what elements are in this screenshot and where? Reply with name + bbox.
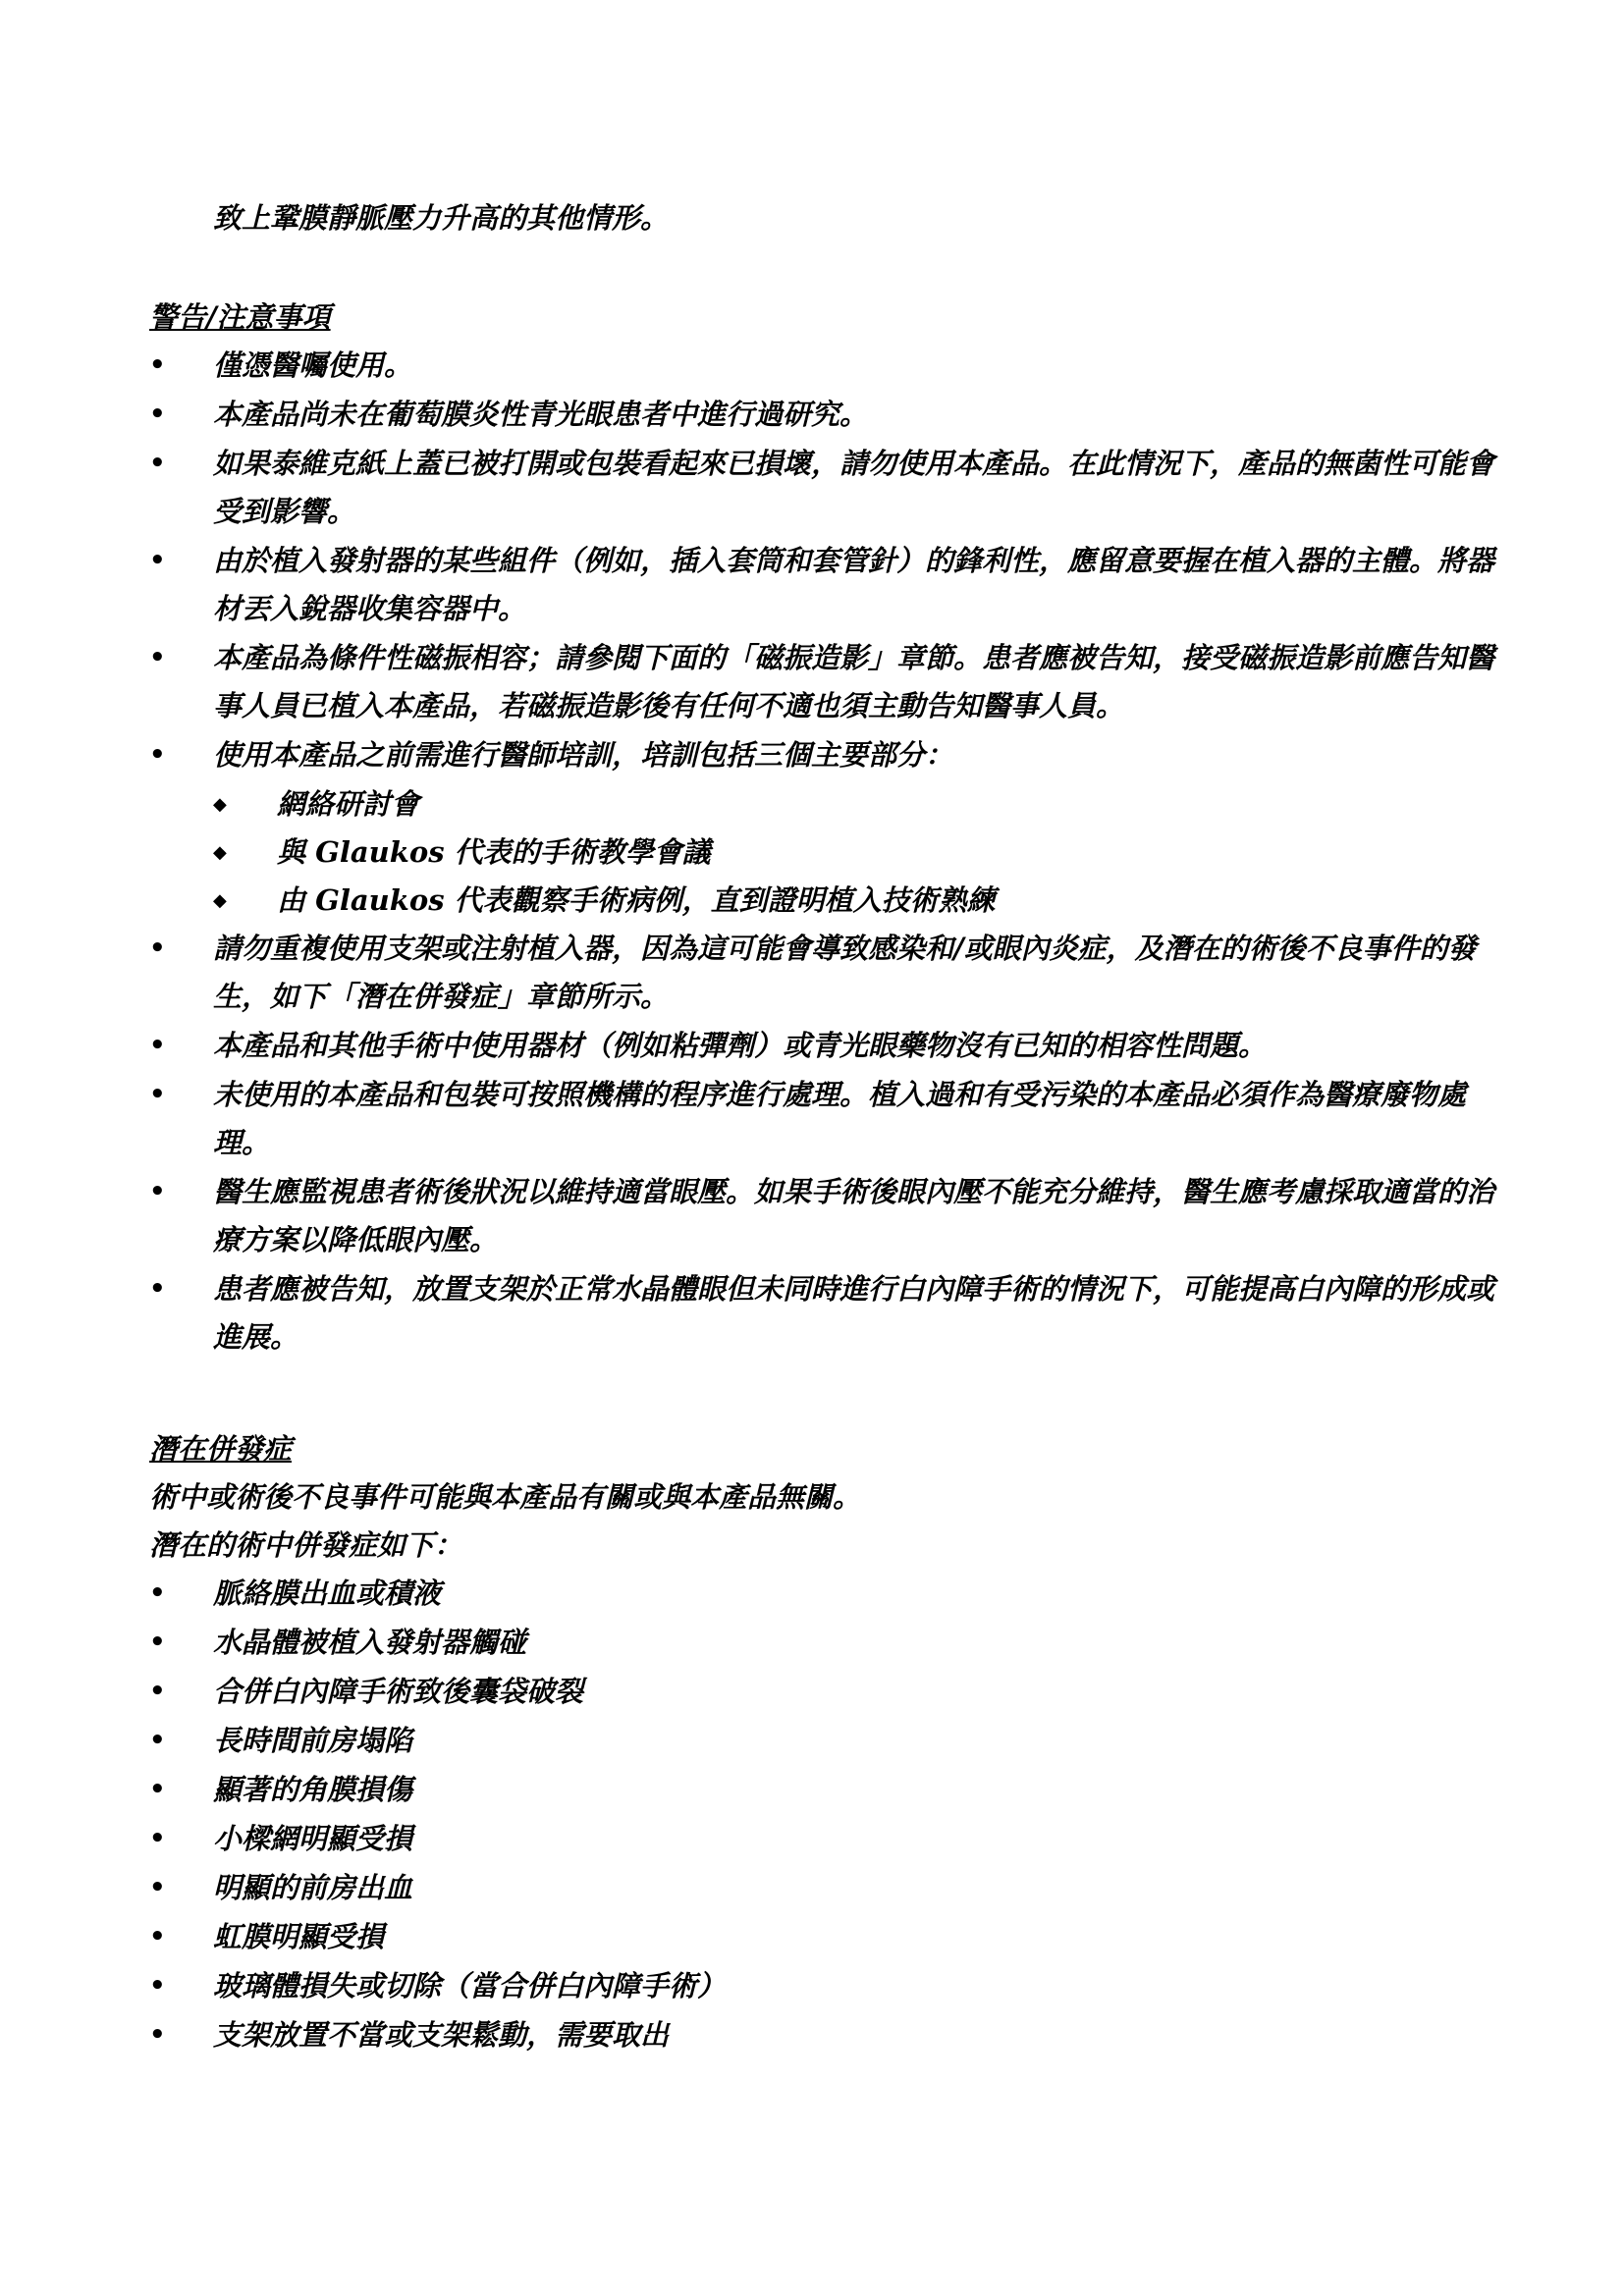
complication-item <box>149 1962 1504 2010</box>
complication-item <box>149 2011 1504 2059</box>
warning-item <box>149 1265 1504 1362</box>
diamond-bullet-icon: ◆ <box>213 794 227 815</box>
training-sublist <box>149 780 1504 925</box>
warning-item <box>149 1022 1504 1070</box>
bullet-icon: • <box>149 546 166 575</box>
complications-paragraph: 術中或術後不良事件可能與本產品有關或與本產品無關。 <box>149 1480 862 1514</box>
training-item <box>213 828 1504 877</box>
spacer <box>149 1362 1504 1425</box>
warning-item <box>149 731 1504 779</box>
bullet-icon: • <box>149 1080 166 1109</box>
warning-text: 本產品和其他手術中使用器材（例如粘彈劑）或青光眼藥物沒有已知的相容性問題。 <box>213 1029 1268 1062</box>
complication-text: 明顯的前房出血 <box>213 1871 413 1904</box>
complication-text: 水晶體被植入發射器觸碰 <box>213 1626 527 1659</box>
complication-item <box>149 1668 1504 1716</box>
complication-item <box>149 1913 1504 1961</box>
bullet-icon: • <box>149 1578 166 1608</box>
complication-text: 脈絡膜出血或積液 <box>213 1576 442 1610</box>
bullet-icon: • <box>149 643 166 672</box>
document-body <box>149 194 1504 2060</box>
warning-text: 使用本產品之前需進行醫師培訓，培訓包括三個主要部分： <box>213 738 954 772</box>
bullet-icon: • <box>149 1824 166 1853</box>
complication-text: 玻璃體損失或切除（當合併白內障手術） <box>213 1969 727 2002</box>
warning-item <box>149 1168 1504 1264</box>
spacer <box>149 242 1504 294</box>
bullet-icon: • <box>149 740 166 770</box>
warning-item <box>149 342 1504 390</box>
complication-item <box>149 1619 1504 1667</box>
warning-item <box>149 925 1504 1021</box>
warning-item <box>149 634 1504 730</box>
complications-heading: 潛在併發症 <box>149 1432 293 1466</box>
complication-item <box>149 1717 1504 1765</box>
intro-line: 致上鞏膜靜脈壓力升高的其他情形。 <box>213 201 670 235</box>
complication-text: 小樑網明顯受損 <box>213 1822 413 1855</box>
warnings-list <box>149 342 1504 779</box>
complication-text: 合併白內障手術致後囊袋破裂 <box>213 1675 584 1708</box>
warning-text: 本產品尚未在葡萄膜炎性青光眼患者中進行過研究。 <box>213 398 869 431</box>
training-item <box>213 780 1504 828</box>
complication-item <box>149 1815 1504 1863</box>
diamond-bullet-icon: ◆ <box>213 842 227 863</box>
training-text: 由 Glaukos 代表觀察手術病例，直到證明植入技術熟練 <box>277 883 996 917</box>
warning-text: 本產品為條件性磁振相容；請參閱下面的「磁振造影」章節。患者應被告知，接受磁振造影前應告知醫事人員已植入本產品，若磁振造影後有任何不適也須主動告知醫事人員。 <box>213 641 1495 722</box>
bullet-icon: • <box>149 1971 166 2001</box>
warning-text: 由於植入發射器的某些組件（例如，插入套筒和套管針）的鋒利性，應留意要握在植入器的主體。將器材丟入銳器收集容器中。 <box>213 544 1495 625</box>
warning-text: 請勿重複使用支架或注射植入器，因為這可能會導致感染和/或眼內炎症，及潛在的術後不良事件的發生，如下「潛在併發症」章節所示。 <box>213 932 1477 1013</box>
bullet-icon: • <box>149 449 166 478</box>
complications-list <box>149 1570 1504 2059</box>
complication-item <box>149 1766 1504 1814</box>
training-item <box>213 877 1504 925</box>
bullet-icon: • <box>149 1873 166 1902</box>
warning-text: 未使用的本產品和包裝可按照機構的程序進行處理。植入過和有受污染的本產品必須作為醫療廢物處理。 <box>213 1078 1467 1159</box>
bullet-icon: • <box>149 1775 166 1804</box>
bullet-icon: • <box>149 934 166 963</box>
bullet-icon: • <box>149 1726 166 1755</box>
warning-text: 僅憑醫囑使用。 <box>213 348 413 382</box>
bullet-icon: • <box>149 1677 166 1706</box>
warnings-list-continued <box>149 925 1504 1362</box>
complication-item <box>149 1864 1504 1912</box>
bullet-icon: • <box>149 1177 166 1206</box>
bullet-icon: • <box>149 1031 166 1060</box>
warning-item <box>149 1071 1504 1167</box>
bullet-icon: • <box>149 1274 166 1304</box>
bullet-icon: • <box>149 400 166 429</box>
warning-text: 醫生應監視患者術後狀況以維持適當眼壓。如果手術後眼內壓不能充分維持，醫生應考慮採取適當的治療方案以降低眼內壓。 <box>213 1175 1495 1256</box>
complication-text: 顯著的角膜損傷 <box>213 1773 413 1806</box>
warning-text: 患者應被告知，放置支架於正常水晶體眼但未同時進行白內障手術的情況下，可能提高白內障的形成或進展。 <box>213 1272 1495 1354</box>
bullet-icon: • <box>149 1922 166 1951</box>
training-text: 與 Glaukos 代表的手術教學會議 <box>277 835 711 869</box>
diamond-bullet-icon: ◆ <box>213 890 227 911</box>
bullet-icon: • <box>149 350 166 380</box>
complication-item <box>149 1570 1504 1618</box>
complications-subheading: 潛在的術中併發症如下： <box>149 1528 463 1562</box>
warning-item <box>149 391 1504 439</box>
complication-text: 支架放置不當或支架鬆動，需要取出 <box>213 2018 670 2052</box>
warning-text: 如果泰維克紙上蓋已被打開或包裝看起來已損壞，請勿使用本產品。在此情況下，產品的無菌性可能會受到影響。 <box>213 447 1495 528</box>
bullet-icon: • <box>149 1628 166 1657</box>
complication-text: 虹膜明顯受損 <box>213 1920 385 1953</box>
bullet-icon: • <box>149 2020 166 2050</box>
training-text: 網絡研討會 <box>277 787 420 821</box>
complication-text: 長時間前房塌陷 <box>213 1724 413 1757</box>
warnings-heading: 警告/注意事項 <box>149 300 331 334</box>
warning-item <box>149 537 1504 633</box>
warning-item <box>149 440 1504 536</box>
